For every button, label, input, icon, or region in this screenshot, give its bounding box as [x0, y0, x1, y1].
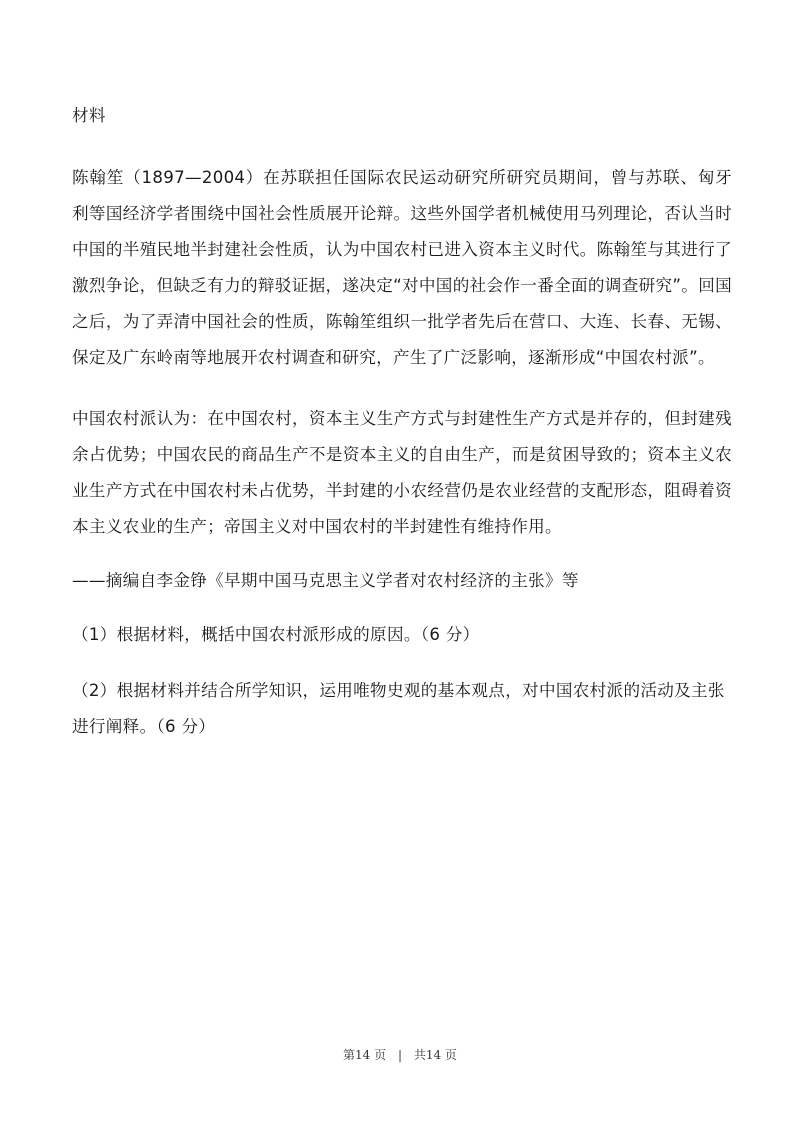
question-2: （2）根据材料并结合所学知识，运用唯物史观的基本观点，对中国农村派的活动及主张进行阐释。（6 分）: [72, 681, 725, 736]
source-citation: ——摘编自李金铮《早期中国马克思主义学者对农村经济的主张》等: [72, 571, 579, 590]
document-body: [72, 100, 732, 765]
footer-separator: |: [397, 1048, 403, 1062]
page-footer: [0, 1046, 800, 1063]
material-paragraph-1: 陈翰笙（1897—2004）在苏联担任国际农民运动研究所研究员期间，曾与苏联、匈牙利等国经济学者围绕中国社会性质展开论辩。这些外国学者机械使用马列理论，否认当时中国的半殖民地半封建社会性质，认为中国农村已进入资本主义时代。陈翰笙与其进行了激烈争论，但缺乏有力的辩驳证据，遂决定“对中国的社会作一番全面的调查研究”。回国之后，为了弄清中国社会的性质，陈翰笙组织一批学者先后在营口、大连、长春、无锡、保定及广东岭南等地展开农村调查和研究，产生了广泛影响，逐渐形成“中国农村派”。: [72, 168, 732, 367]
page-number-total: 共14 页: [413, 1048, 457, 1062]
material-heading: 材料: [72, 106, 106, 125]
page-number-current: 第14 页: [343, 1048, 387, 1062]
material-paragraph-2: 中国农村派认为：在中国农村，资本主义生产方式与封建性生产方式是并存的，但封建残余占优势；中国农民的商品生产不是资本主义的自由生产，而是贫困导致的；资本主义农业生产方式在中国农村未占优势，半封建的小农经营仍是农业经营的支配形态，阻碍着资本主义农业的生产；帝国主义对中国农村的半封建性有维持作用。: [72, 409, 732, 536]
question-1: （1）根据材料，概括中国农村派形成的原因。（6 分）: [72, 625, 480, 644]
